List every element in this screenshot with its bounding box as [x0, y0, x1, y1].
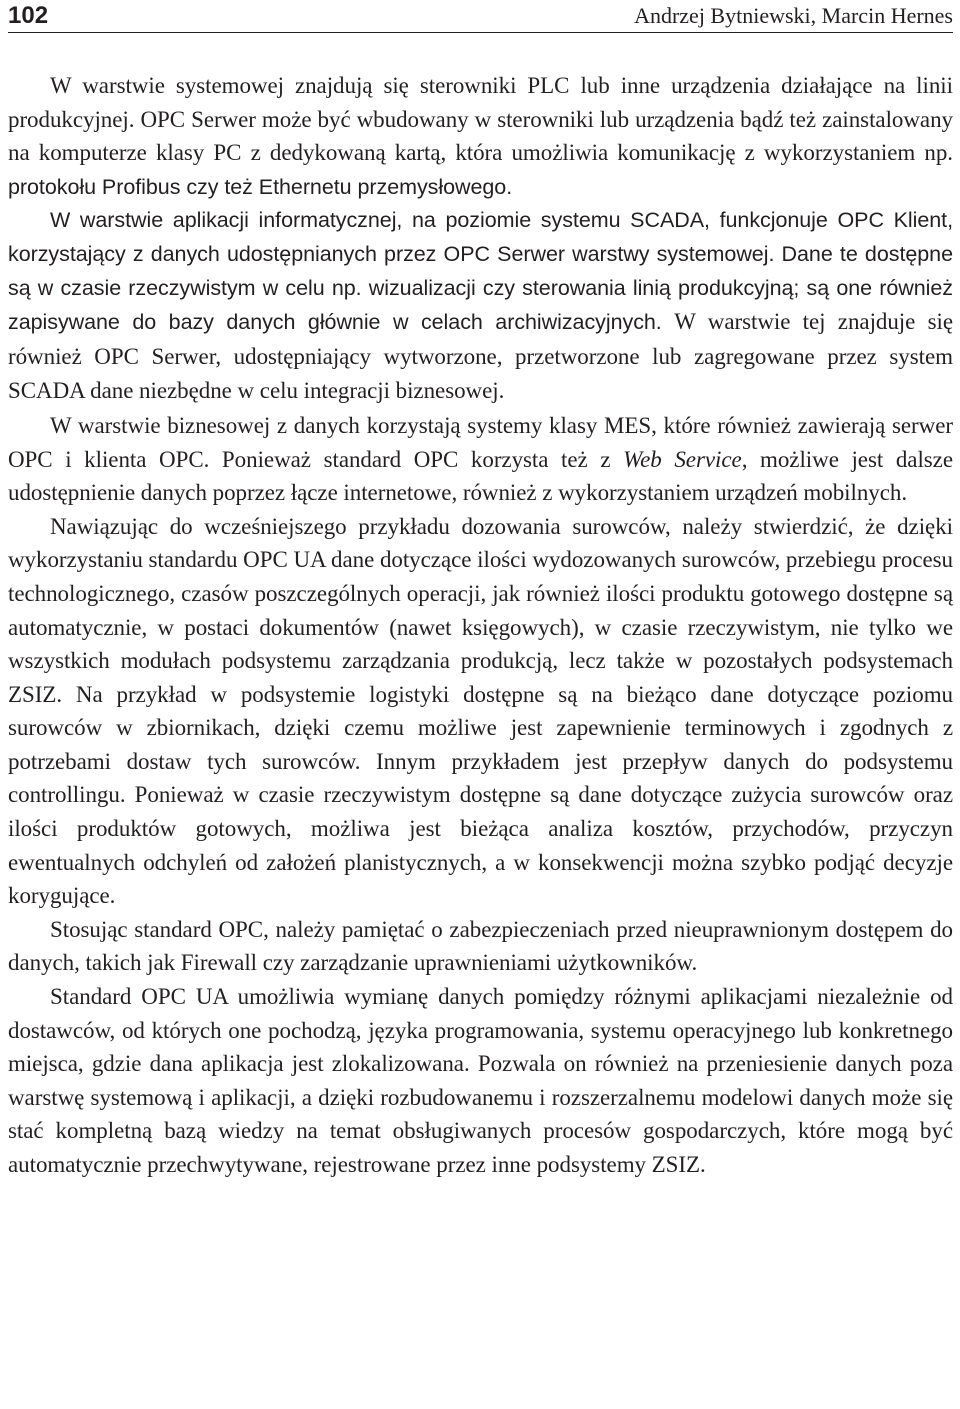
- paragraph-3-end: , możliwe jest dalsze udostępnienie danych poprzez łącze internetowe, również z wykorzystaniem urządzeń mobilnych.: [8, 446, 953, 506]
- body-text: [8, 69, 953, 1182]
- paragraph-6: Standard OPC UA umożliwia wymianę danych pomiędzy różnymi aplikacjami niezależnie od dostawców, od których one pochodzą, języka programowania, systemu operacyjnego lub konkretnego miejsca, gdzie dana aplikacja jest zlokalizowana. Pozwala on również na przeniesienie danych poza warstwę systemową i aplikacji, a dzięki rozbudowanemu i rozszerzalnemu modelowi danych może się stać kompletną bazą wiedzy na temat obsługiwanych procesów gospodarczych, które mogą być automatycznie przechwytywane, rejestrowane przez inne podsystemy ZSIZ.: [8, 984, 953, 1177]
- running-header-authors: Andrzej Bytniewski, Marcin Hernes: [634, 3, 953, 28]
- paragraph-1-sans: protokołu Profibus czy też Ethernetu przemysłowego.: [8, 174, 513, 199]
- paragraph-2: [8, 204, 953, 409]
- paragraph-1: [8, 69, 953, 204]
- paragraph-3-italic: Web Service: [623, 446, 742, 472]
- paragraph-4: Nawiązując do wcześniejszego przykładu dozowania surowców, należy stwierdzić, że dzięki wykorzystaniu standardu OPC UA dane dotyczące ilości wydozowanych surowców, przebiegu procesu technologicznego, czasów poszczególnych operacji, jak również ilości produktu gotowego dostępne są automatycznie, w postaci dokumentów (nawet księgowych), w czasie rzeczywistym, nie tylko we wszystkich modułach podsystemu zarządzania produkcją, lecz także w pozostałych podsystemach ZSIZ. Na przykład w podsystemie logistyki dostępne są na bieżąco dane dotyczące poziomu surowców w zbiornikach, dzięki czemu możliwe jest zapewnienie terminowych i zgodnych z potrzebami dostaw tych surowców. Innym przykładem jest przepływ danych do podsystemu controllingu. Ponieważ w czasie rzeczywistym dostępne są dane dotyczące zużycia surowców oraz ilości produktów gotowych, możliwa jest bieżąca analiza kosztów, przychodów, przyczyn ewentualnych odchyleń od założeń planistycznych, a w konsekwencji można szybko podjąć decyzje korygujące.: [8, 513, 953, 909]
- paragraph-3-start: W warstwie biznesowej z danych korzystają systemy klasy MES, które również zawierają serwer OPC i klienta OPC. Ponieważ standard OPC korzysta też z: [8, 412, 953, 472]
- paragraph-5: Stosując standard OPC, należy pamiętać o zabezpieczeniach przed nieuprawnionym dostępem do danych, takich jak Firewall czy zarządzanie uprawnieniami użytkowników.: [8, 916, 953, 976]
- paragraph-2-serif: W warstwie tej znajduje się również OPC Serwer, udostępniający wytworzone, przetworzone lub zagregowane przez system SCADA dane niezbędne w celu integracji biznesowej.: [8, 309, 953, 404]
- paragraph-2-sans: W warstwie aplikacji informatycznej, na poziomie systemu SCADA, funkcjonuje OPC Klient, korzystający z danych udostępnianych przez OPC Serwer warstwy systemowej. Dane te dostępne są w czasie rzeczywistym w celu np. wizualizacji czy sterowania linią produkcyjną; są one również zapisywane do bazy danych głównie w celach archiwizacyjnych.: [8, 208, 953, 335]
- running-header: [8, 0, 953, 33]
- page-number: 102: [8, 2, 49, 29]
- paragraph-3: [8, 409, 953, 510]
- paragraph-1-serif: W warstwie systemowej znajdują się sterowniki PLC lub inne urządzenia działające na linii produkcyjnej. OPC Serwer może być wbudowany w sterowniki lub urządzenia bądź też zainstalowany na komputerze klasy PC z dedykowaną kartą, która umożliwia komunikację z wykorzystaniem np.: [8, 73, 953, 166]
